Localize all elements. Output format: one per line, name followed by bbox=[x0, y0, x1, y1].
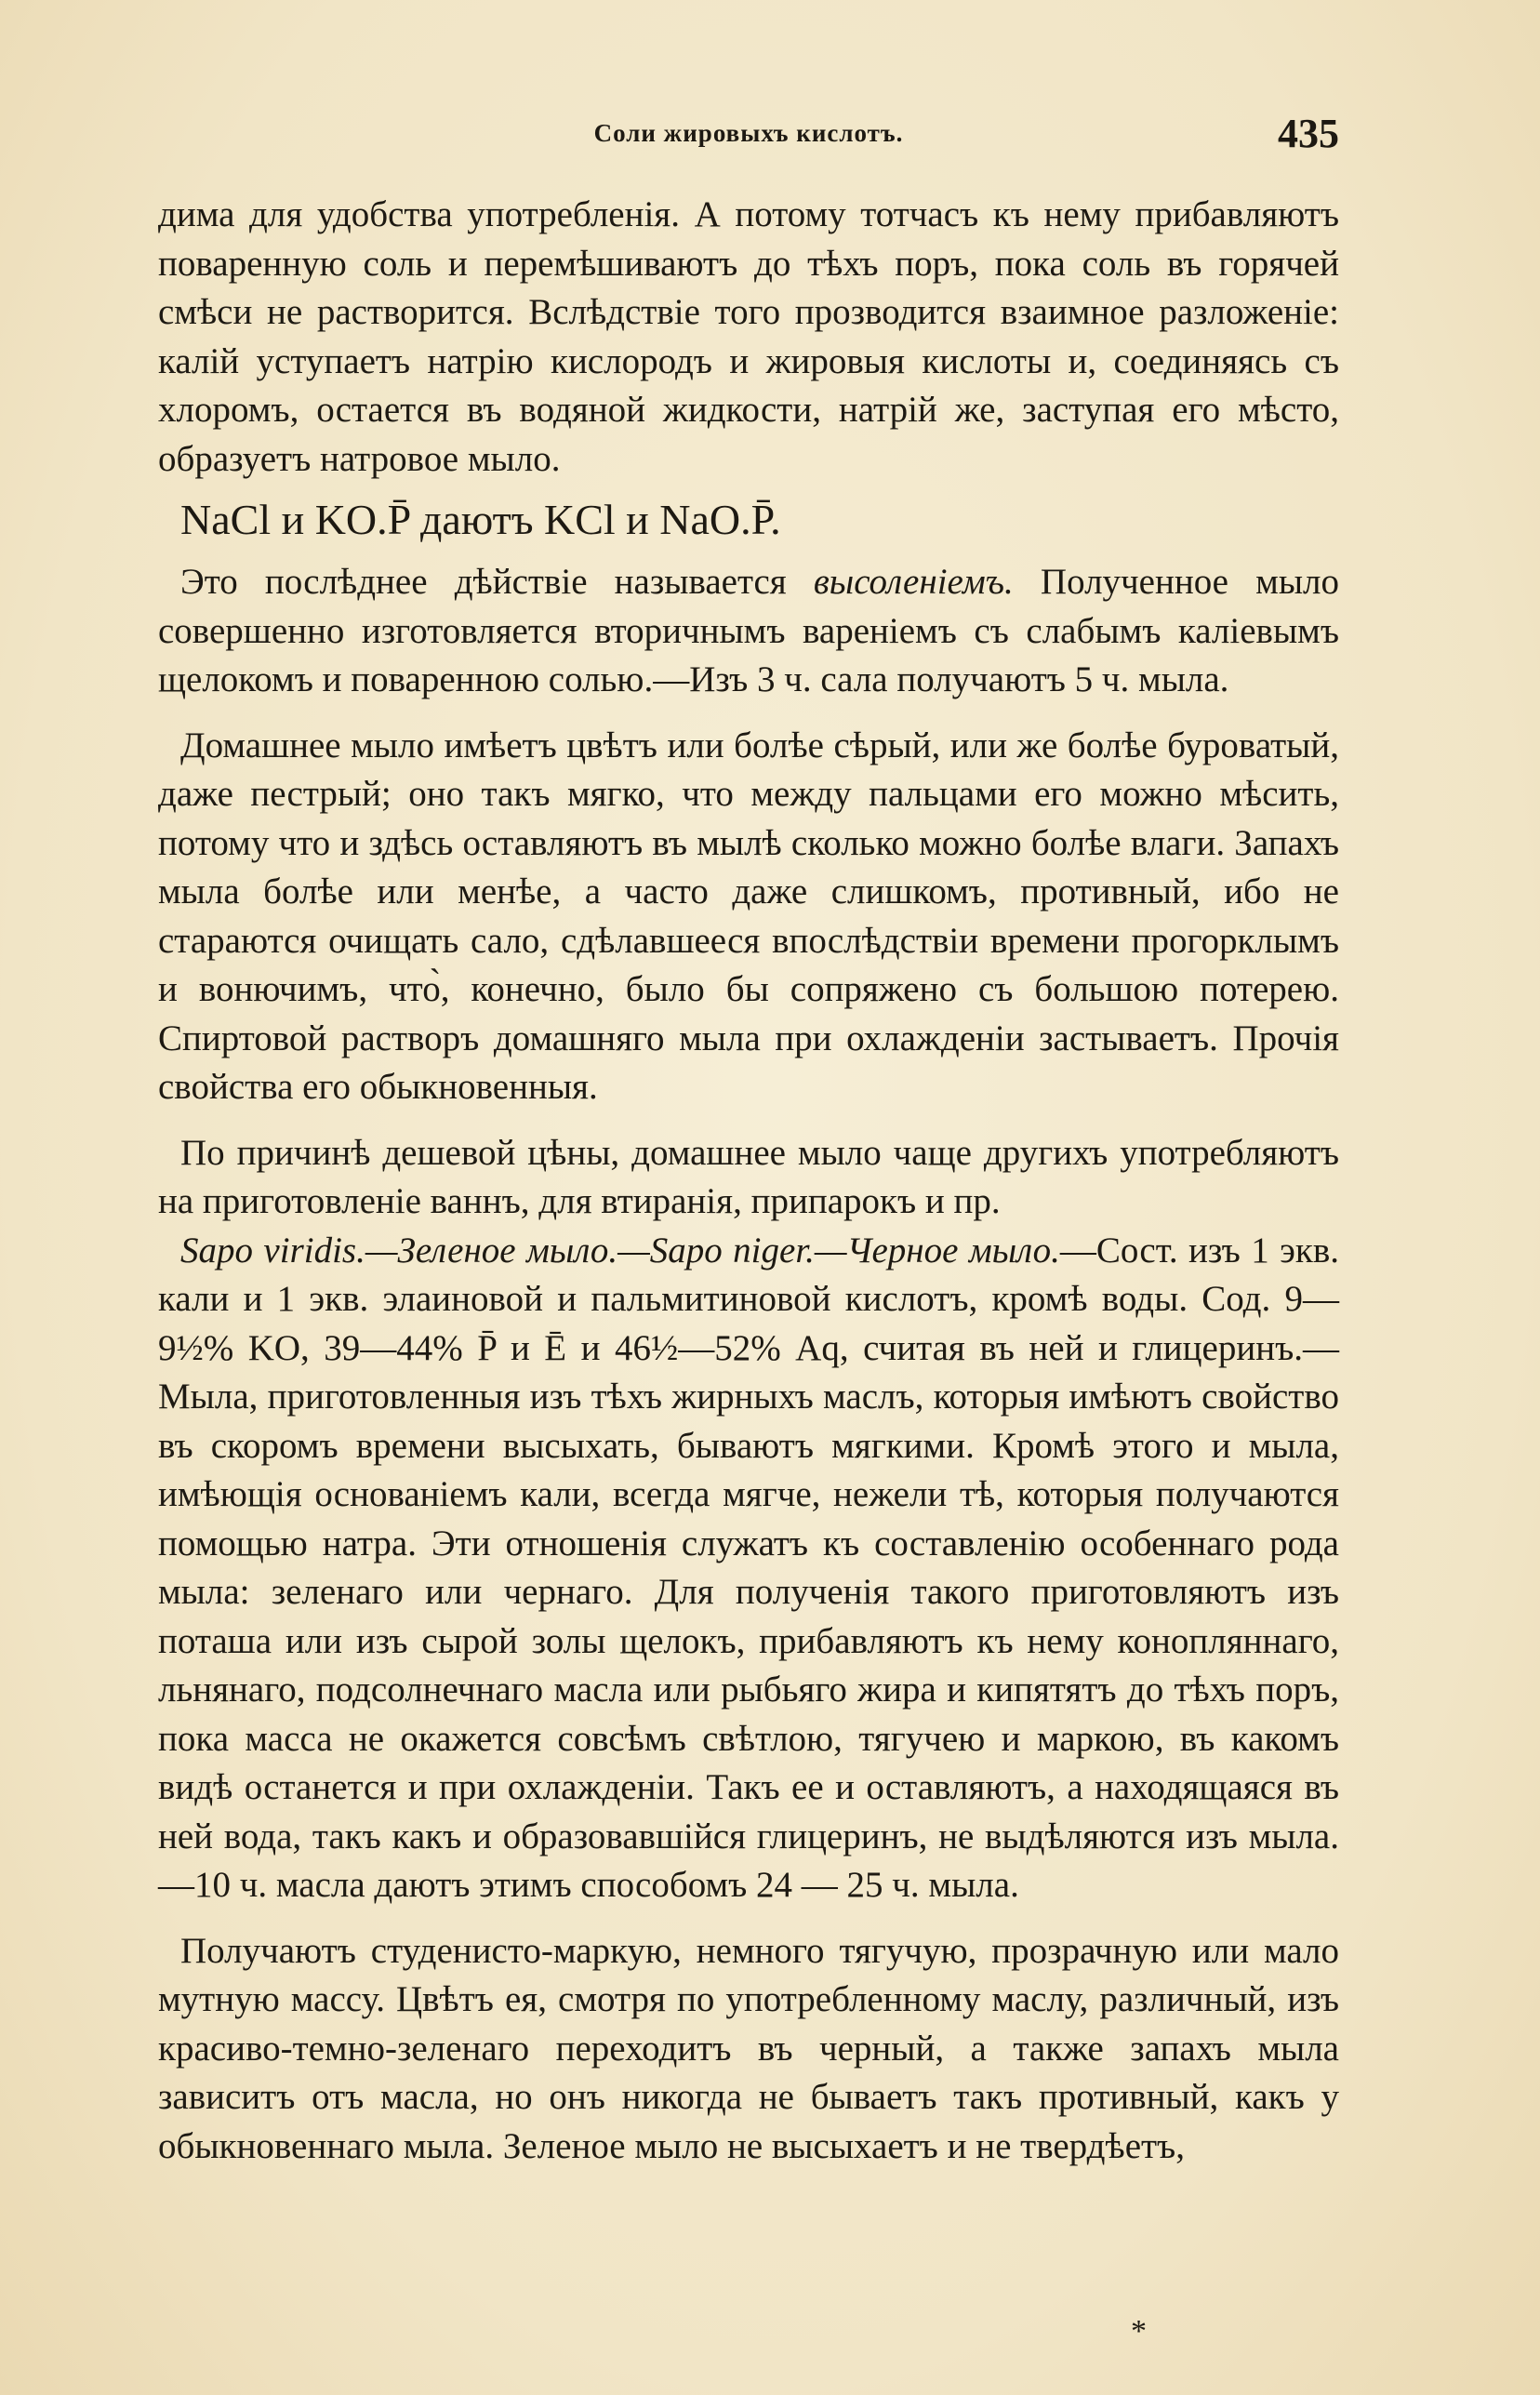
page-header bbox=[158, 110, 1339, 166]
paragraph-text: —Сост. изъ 1 экв. кали и 1 экв. элаиновой и пальмитиновой кислотъ, кромѣ воды. Сод. 9—9½% KO, 39—44% P̄ и Ē и 46½—52% Aq, считая въ ней и глицеринъ.—Мыла, приготовленныя изъ тѣхъ жирныхъ маслъ, которыя имѣютъ свойство въ скоромъ времени высыхать, бываютъ мягкими. Кромѣ этого и мыла, имѣющія основаніемъ кали, всегда мягче, нежели тѣ, которыя получаются помощью натра. Эти отношенія служатъ къ составленію особеннаго рода мыла: зеленаго или чернаго. Для полученія такого приготовляютъ изъ поташа или изъ сырой золы щелокъ, прибавляютъ къ нему конопляннаго, льнянаго, подсолнечнаго масла или рыбьяго жира и кипятятъ до тѣхъ поръ, пока масса не окажется совсѣмъ свѣтлою, тягучею и маркою, въ какомъ видѣ останется и при охлажденіи. Такъ ее и оставляютъ, а находящаяся въ ней вода, такъ какъ и образовавшійся глицеринъ, не выдѣляются изъ мыла.—10 ч. масла даютъ этимъ способомъ 24 — 25 ч. мыла. bbox=[158, 1230, 1339, 1905]
emphasis-heading: Sapo viridis.—Зеленое мыло.—Sapo niger.—Черное мыло. bbox=[180, 1230, 1060, 1271]
emphasis-term: высоленіемъ. bbox=[813, 562, 1014, 602]
paragraph-text: Это послѣднее дѣйствіе называется bbox=[180, 562, 814, 602]
paragraph-text: Полученное мыло совершенно изготовляется вторичнымъ вареніемъ съ слабымъ каліевымъ щелокомъ и поваренною солью.—Изъ 3 ч. сала получаютъ 5 ч. мыла. bbox=[158, 562, 1339, 699]
paragraph-continuation: дима для удобства употребленія. А потому тотчасъ къ нему прибавляютъ поваренную соль и перемѣшиваютъ до тѣхъ поръ, пока соль въ горячей смѣси не растворится. Вслѣдствіе того прозводится взаимное разложеніе: калій уступаетъ натрію кислородъ и жировыя кислоты и, соединяясь съ хлоромъ, остается въ водяной жидкости, натрій же, заступая его мѣсто, образуетъ натровое мыло. bbox=[158, 194, 1339, 479]
chemical-formula: NaCl и KO.P̄ даютъ KCl и NaO.P̄. bbox=[180, 496, 781, 543]
running-head: Соли жировыхъ кислотъ. bbox=[593, 119, 904, 147]
signature-mark: * bbox=[1131, 2314, 1147, 2348]
paragraph-household-soap: Домашнее мыло имѣетъ цвѣтъ или болѣе сѣрый, или же болѣе буроватый, даже пестрый; оно такъ мягко, что между пальцами его можно мѣсить, потому что и здѣсь оставляютъ въ мылѣ сколько можно болѣе влаги. Запахъ мыла болѣе или менѣе, а часто даже слишкомъ, противный, ибо не стараются очищать сало, сдѣлавшееся впослѣдствіи времени прогорклымъ и вонючимъ, что̀, конечно, было бы сопряжено съ большою потерею. Спиртовой растворъ домашняго мыла при охлажденіи застываетъ. Прочія свойства его обыкновенныя. bbox=[158, 725, 1339, 1107]
body-text bbox=[158, 191, 1339, 2171]
paragraph-green-soap bbox=[158, 1227, 1339, 1910]
paragraph-soap-usage: По причинѣ дешевой цѣны, домашнее мыло чаще другихъ употребляютъ на приготовленіе ваннъ, для втиранія, припарокъ и пр. bbox=[158, 1132, 1339, 1221]
paragraph-green-soap-properties: Получаютъ студенисто-маркую, немного тягучую, прозрачную или мало мутную массу. Цвѣтъ ея, смотря по употребленному маслу, различный, изъ красиво-темно-зеленаго переходитъ въ черный, а также запахъ мыла зависитъ отъ масла, но онъ никогда не бываетъ такъ противный, какъ у обыкновеннаго мыла. Зеленое мыло не высыхаетъ и не твердѣетъ, bbox=[158, 1930, 1339, 2166]
page-number: 435 bbox=[1278, 111, 1339, 156]
paragraph-salting-out bbox=[158, 558, 1339, 705]
